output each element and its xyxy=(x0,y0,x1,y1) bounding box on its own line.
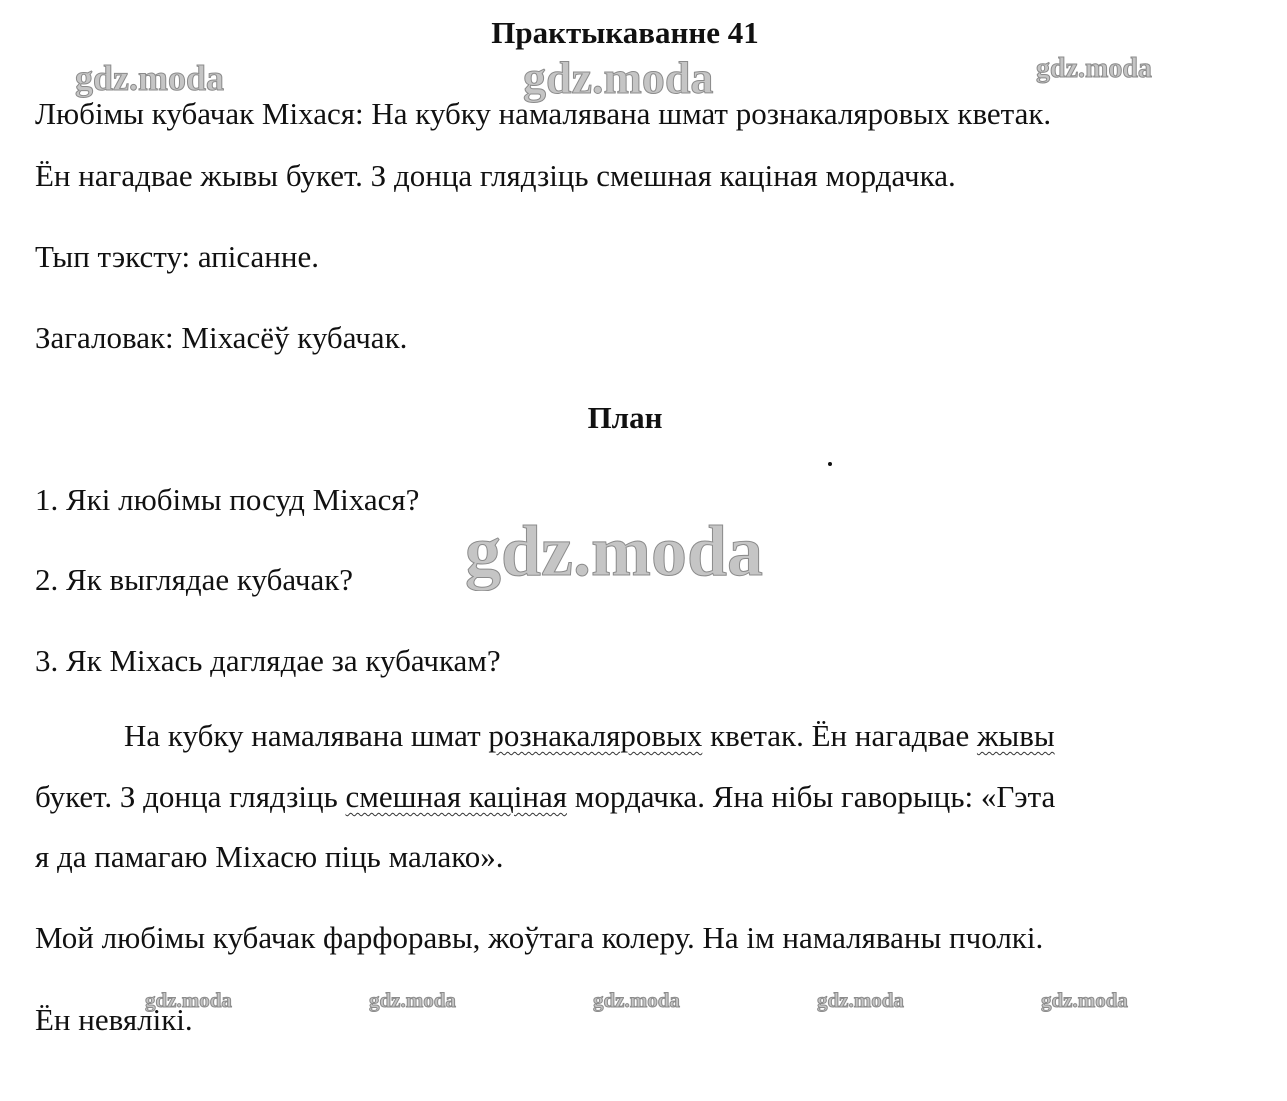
paragraph-line-1 xyxy=(124,720,1055,751)
underlined-word: жывы xyxy=(976,718,1055,753)
paragraph-line-3: я да памагаю Міхасю піць малако». xyxy=(35,839,504,874)
own-line-2: Ён невялікі. xyxy=(35,1002,193,1037)
heading-line: Загаловак: Міхасёў кубачак. xyxy=(35,320,408,355)
text-type: Тып тэксту: апісанне. xyxy=(35,239,319,274)
text: букет. З донца глядзіць xyxy=(35,779,346,814)
watermark: gdz.moda xyxy=(593,988,680,1012)
watermark: gdz.moda xyxy=(75,58,225,98)
watermark: gdz.moda xyxy=(1036,53,1152,84)
paragraph-line-2 xyxy=(35,781,1055,812)
stray-dot xyxy=(828,462,832,466)
watermark: gdz.moda xyxy=(523,52,714,103)
text: мордачка. Яна нiбы гаворыць: «Гэта xyxy=(567,779,1056,814)
text: кветак. Ён нагадвае xyxy=(702,718,977,753)
underlined-phrase: смешная кацiная xyxy=(345,779,567,814)
watermark: gdz.moda xyxy=(465,511,764,591)
plan-item: 1. Якi любімы посуд Міхася? xyxy=(35,482,420,517)
text: На кубку намалявана шмат xyxy=(124,718,489,753)
intro-line-1: Любімы кубачак Міхася: На кубку намалявана шмат рознакаляровых кветак. xyxy=(35,96,1052,131)
plan-item: 3. Як Міхась даглядае за кубачкам? xyxy=(35,643,501,678)
watermark: gdz.moda xyxy=(817,988,904,1012)
plan-item: 2. Як выглядае кубачак? xyxy=(35,562,354,597)
plan-title: План xyxy=(587,400,663,435)
own-line-1: Мой любімы кубачак фарфоравы, жоўтага колеру. На ім намаляваны пчолкі. xyxy=(35,920,1044,955)
watermark: gdz.moda xyxy=(145,988,232,1012)
watermark: gdz.moda xyxy=(369,988,456,1012)
underlined-word: рознакаляровых xyxy=(488,718,703,753)
intro-line-2: Ён нагадвае жывы букет. З донца глядзіць смешная кацiная мордачка. xyxy=(35,158,956,193)
page-title: Практыкаванне 41 xyxy=(491,15,759,50)
watermark: gdz.moda xyxy=(1041,988,1128,1012)
